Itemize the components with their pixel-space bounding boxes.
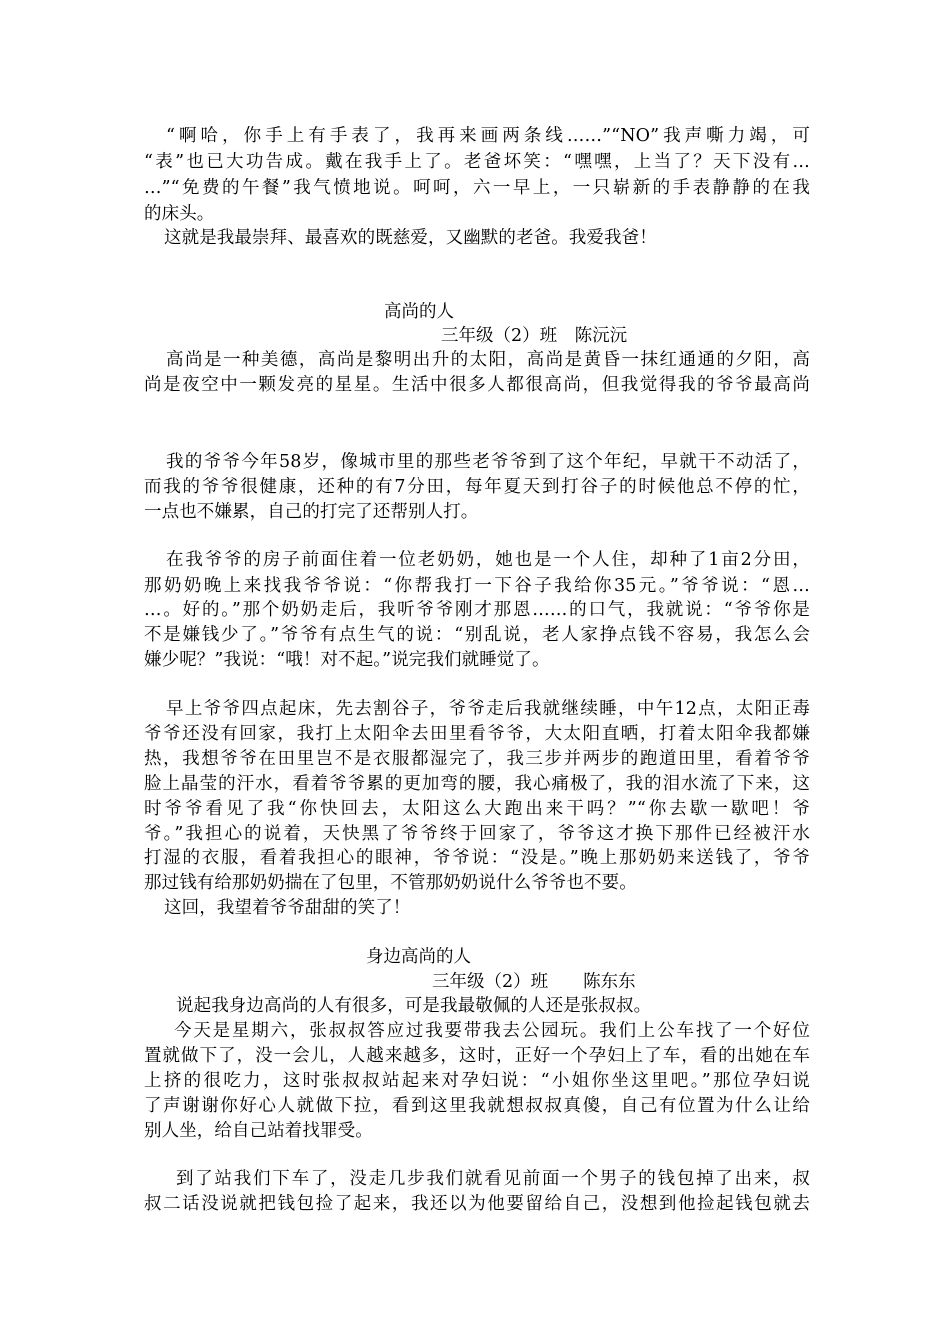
essay-author: 三年级（2）班 陈沅沅 (441, 326, 628, 346)
essay-title: 身边高尚的人 (366, 947, 471, 967)
essay-title: 高尚的人 (384, 302, 454, 322)
paragraph-line: 的床头。 (144, 204, 215, 224)
paragraph-line: …。好的。”那个奶奶走后，我听爷爷刚才那恩……的口气，我就说：“爷爷你是 (144, 600, 810, 620)
paragraph-line: 时爷爷看见了我“你快回去，太阳这么大跑出来干吗？”“你去歇一歇吧！爷 (144, 799, 810, 819)
paragraph-line: 热，我想爷爷在田里岂不是衣服都湿完了，我三步并两步的跑道田里，看着爷爷 (144, 749, 810, 769)
paragraph-line: 爷。”我担心的说着，天快黑了爷爷终于回家了，爷爷这才换下那件已经被汗水 (144, 824, 810, 844)
paragraph-line: 这就是我最崇拜、最喜欢的既慈爱，又幽默的老爸。我爱我爸！ (164, 228, 657, 248)
paragraph-line: “表”也已大功告成。戴在我手上了。老爸坏笑：“嘿嘿，上当了？天下没有… (144, 152, 810, 172)
paragraph-line: 我的爷爷今年58岁，像城市里的那些老爷爷到了这个年纪，早就干不动活了， (166, 452, 810, 472)
paragraph-line: 打湿的衣服，看着我担心的眼神，爷爷说：“没是。”晚上那奶奶来送钱了，爷爷 (144, 848, 810, 868)
paragraph-line: 一点也不嫌累，自己的打完了还帮别人打。 (144, 502, 479, 522)
paragraph-line: 而我的爷爷很健康，还种的有7分田，每年夏天到打谷子的时候他总不停的忙， (144, 477, 810, 497)
essay-author: 三年级（2）班 陈东东 (432, 972, 636, 992)
paragraph-line: 置就做下了，没一会儿，人越来越多，这时，正好一个孕妇上了车，看的出她在车 (144, 1046, 810, 1066)
paragraph-line: 说起我身边高尚的人有很多，可是我最敬佩的人还是张叔叔。 (176, 996, 652, 1016)
paragraph-line: 叔二话没说就把钱包捡了起来，我还以为他要留给自己，没想到他捡起钱包就去 (144, 1194, 810, 1214)
paragraph-line: 早上爷爷四点起床，先去割谷子，爷爷走后我就继续睡，中午12点，太阳正毒 (166, 699, 810, 719)
paragraph-line: 在我爷爷的房子前面住着一位老奶奶，她也是一个人住，却种了1亩2分田， (166, 550, 810, 570)
paragraph-line: …”“免费的午餐”我气愤地说。呵呵，六一早上，一只崭新的手表静静的在我 (144, 178, 810, 198)
paragraph-line: 这回，我望着爷爷甜甜的笑了！ (164, 898, 411, 918)
paragraph-line: 到了站我们下车了，没走几步我们就看见前面一个男子的钱包掉了出来，叔 (176, 1169, 810, 1189)
paragraph-line: 高尚是一种美德，高尚是黎明出升的太阳，高尚是黄昏一抹红通通的夕阳，高 (166, 350, 810, 370)
paragraph-line: 爷爷还没有回家，我打上太阳伞去田里看爷爷，大太阳直晒，打着太阳伞我都嫌 (144, 724, 810, 744)
paragraph-line: 别人坐，给自己站着找罪受。 (144, 1121, 373, 1141)
paragraph-line: 嫌少呢？”我说：“哦！对不起。”说完我们就睡觉了。 (144, 650, 550, 670)
paragraph-line: 不是嫌钱少了。”爷爷有点生气的说：“别乱说，老人家挣点钱不容易，我怎么会 (144, 625, 810, 645)
paragraph-line: 那奶奶晚上来找我爷爷说：“你帮我打一下谷子我给你35元。”爷爷说：“恩… (144, 576, 810, 596)
paragraph-line: 了声谢谢你好心人就做下拉，看到这里我就想叔叔真傻，自己有位置为什么让给 (144, 1096, 810, 1116)
paragraph-line: 那过钱有给那奶奶揣在了包里，不管那奶奶说什么爷爷也不要。 (144, 873, 637, 893)
paragraph-line: 尚是夜空中一颗发亮的星星。生活中很多人都很高尚，但我觉得我的爷爷最高尚 (144, 375, 810, 395)
paragraph-line: 上挤的很吃力，这时张叔叔站起来对孕妇说：“小姐你坐这里吧。”那位孕妇说 (144, 1071, 810, 1091)
paragraph-line: 脸上晶莹的汗水，看着爷爷累的更加弯的腰，我心痛极了，我的泪水流了下来，这 (144, 774, 810, 794)
paragraph-line: “啊哈，你手上有手表了，我再来画两条线……”“NO”我声嘶力竭，可 (166, 126, 810, 146)
paragraph-line: 今天是星期六，张叔叔答应过我要带我去公园玩。我们上公车找了一个好位 (174, 1021, 810, 1041)
